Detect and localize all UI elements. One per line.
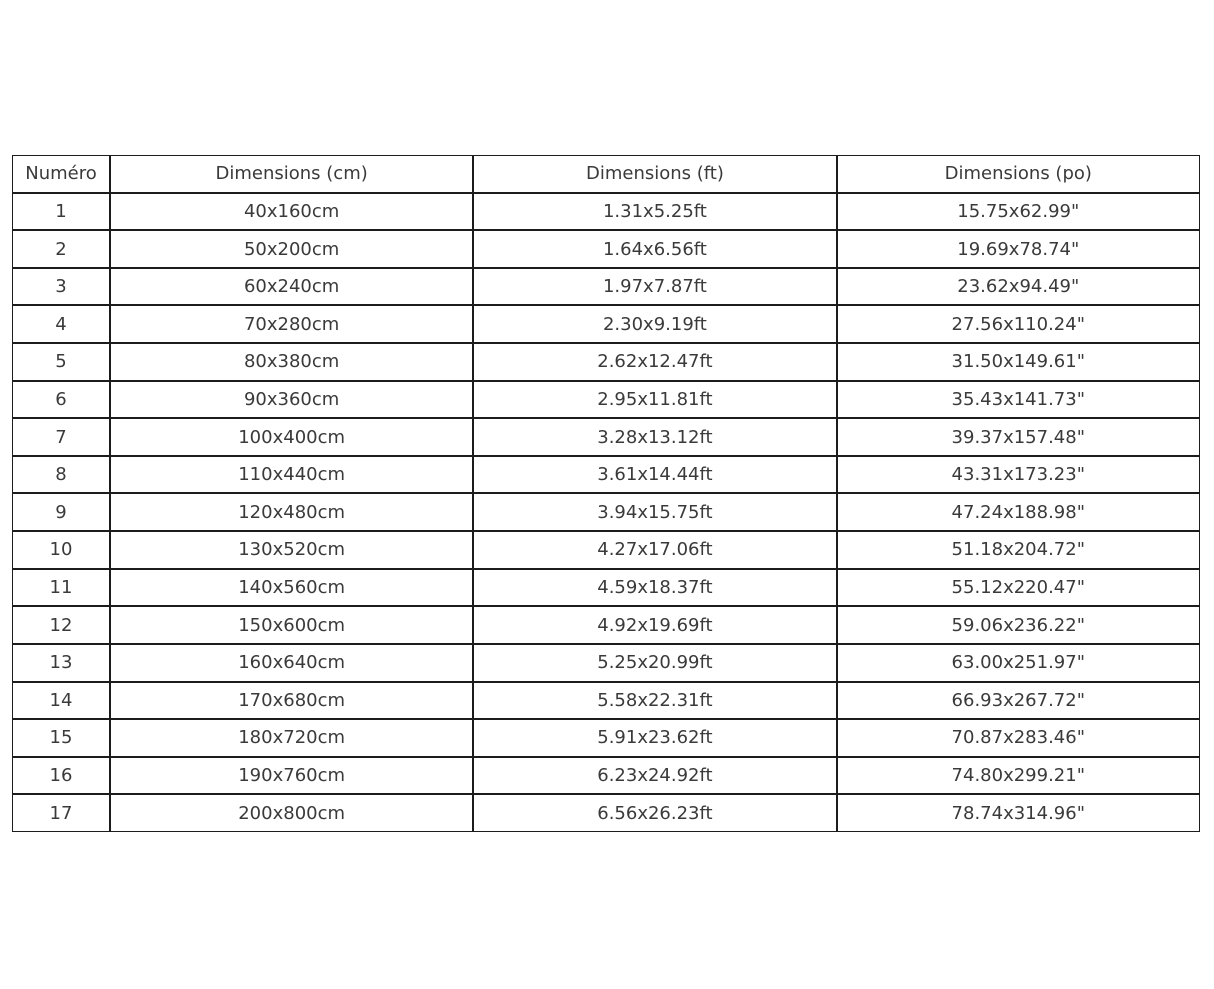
cell-ft: 4.59x18.37ft <box>473 569 836 607</box>
column-header-po: Dimensions (po) <box>837 155 1200 193</box>
cell-ft: 1.31x5.25ft <box>473 193 836 231</box>
cell-ft: 2.62x12.47ft <box>473 343 836 381</box>
cell-po: 15.75x62.99" <box>837 193 1200 231</box>
cell-ft: 3.28x13.12ft <box>473 418 836 456</box>
cell-po: 78.74x314.96" <box>837 794 1200 832</box>
cell-po: 70.87x283.46" <box>837 719 1200 757</box>
cell-numero: 14 <box>12 682 110 720</box>
cell-numero: 5 <box>12 343 110 381</box>
cell-po: 66.93x267.72" <box>837 682 1200 720</box>
cell-cm: 200x800cm <box>110 794 473 832</box>
cell-cm: 180x720cm <box>110 719 473 757</box>
cell-numero: 9 <box>12 493 110 531</box>
cell-numero: 15 <box>12 719 110 757</box>
table-row <box>12 719 1200 757</box>
cell-ft: 5.25x20.99ft <box>473 644 836 682</box>
cell-ft: 2.30x9.19ft <box>473 305 836 343</box>
cell-numero: 11 <box>12 569 110 607</box>
table-row <box>12 343 1200 381</box>
dimensions-conversion-table <box>12 155 1200 832</box>
cell-cm: 40x160cm <box>110 193 473 231</box>
cell-cm: 170x680cm <box>110 682 473 720</box>
column-header-ft: Dimensions (ft) <box>473 155 836 193</box>
cell-numero: 8 <box>12 456 110 494</box>
table-row <box>12 193 1200 231</box>
cell-ft: 6.23x24.92ft <box>473 757 836 795</box>
cell-cm: 100x400cm <box>110 418 473 456</box>
cell-po: 19.69x78.74" <box>837 230 1200 268</box>
cell-po: 51.18x204.72" <box>837 531 1200 569</box>
cell-numero: 3 <box>12 268 110 306</box>
cell-ft: 3.94x15.75ft <box>473 493 836 531</box>
table-row <box>12 794 1200 832</box>
cell-numero: 1 <box>12 193 110 231</box>
table-row <box>12 381 1200 419</box>
cell-ft: 5.91x23.62ft <box>473 719 836 757</box>
cell-numero: 2 <box>12 230 110 268</box>
cell-po: 55.12x220.47" <box>837 569 1200 607</box>
cell-ft: 1.97x7.87ft <box>473 268 836 306</box>
cell-po: 35.43x141.73" <box>837 381 1200 419</box>
table-row <box>12 606 1200 644</box>
cell-ft: 3.61x14.44ft <box>473 456 836 494</box>
cell-numero: 12 <box>12 606 110 644</box>
table-row <box>12 644 1200 682</box>
cell-numero: 17 <box>12 794 110 832</box>
cell-cm: 160x640cm <box>110 644 473 682</box>
cell-ft: 2.95x11.81ft <box>473 381 836 419</box>
cell-cm: 130x520cm <box>110 531 473 569</box>
table-row <box>12 569 1200 607</box>
cell-po: 74.80x299.21" <box>837 757 1200 795</box>
cell-cm: 70x280cm <box>110 305 473 343</box>
cell-po: 39.37x157.48" <box>837 418 1200 456</box>
header-row <box>12 155 1200 193</box>
column-header-cm: Dimensions (cm) <box>110 155 473 193</box>
table-row <box>12 268 1200 306</box>
cell-cm: 140x560cm <box>110 569 473 607</box>
cell-cm: 150x600cm <box>110 606 473 644</box>
table-row <box>12 493 1200 531</box>
cell-numero: 13 <box>12 644 110 682</box>
cell-po: 63.00x251.97" <box>837 644 1200 682</box>
cell-cm: 60x240cm <box>110 268 473 306</box>
cell-cm: 50x200cm <box>110 230 473 268</box>
cell-cm: 80x380cm <box>110 343 473 381</box>
table-row <box>12 230 1200 268</box>
table-row <box>12 757 1200 795</box>
cell-ft: 4.27x17.06ft <box>473 531 836 569</box>
cell-po: 47.24x188.98" <box>837 493 1200 531</box>
column-header-numero: Numéro <box>12 155 110 193</box>
cell-numero: 16 <box>12 757 110 795</box>
table-row <box>12 456 1200 494</box>
cell-cm: 90x360cm <box>110 381 473 419</box>
cell-ft: 1.64x6.56ft <box>473 230 836 268</box>
cell-po: 23.62x94.49" <box>837 268 1200 306</box>
cell-ft: 6.56x26.23ft <box>473 794 836 832</box>
cell-po: 43.31x173.23" <box>837 456 1200 494</box>
cell-cm: 110x440cm <box>110 456 473 494</box>
table-row <box>12 305 1200 343</box>
table-row <box>12 531 1200 569</box>
cell-cm: 190x760cm <box>110 757 473 795</box>
cell-po: 59.06x236.22" <box>837 606 1200 644</box>
cell-numero: 7 <box>12 418 110 456</box>
cell-po: 27.56x110.24" <box>837 305 1200 343</box>
cell-ft: 5.58x22.31ft <box>473 682 836 720</box>
cell-cm: 120x480cm <box>110 493 473 531</box>
cell-ft: 4.92x19.69ft <box>473 606 836 644</box>
table-row <box>12 418 1200 456</box>
cell-numero: 6 <box>12 381 110 419</box>
table-body <box>12 193 1200 832</box>
cell-numero: 10 <box>12 531 110 569</box>
table-row <box>12 682 1200 720</box>
cell-numero: 4 <box>12 305 110 343</box>
cell-po: 31.50x149.61" <box>837 343 1200 381</box>
